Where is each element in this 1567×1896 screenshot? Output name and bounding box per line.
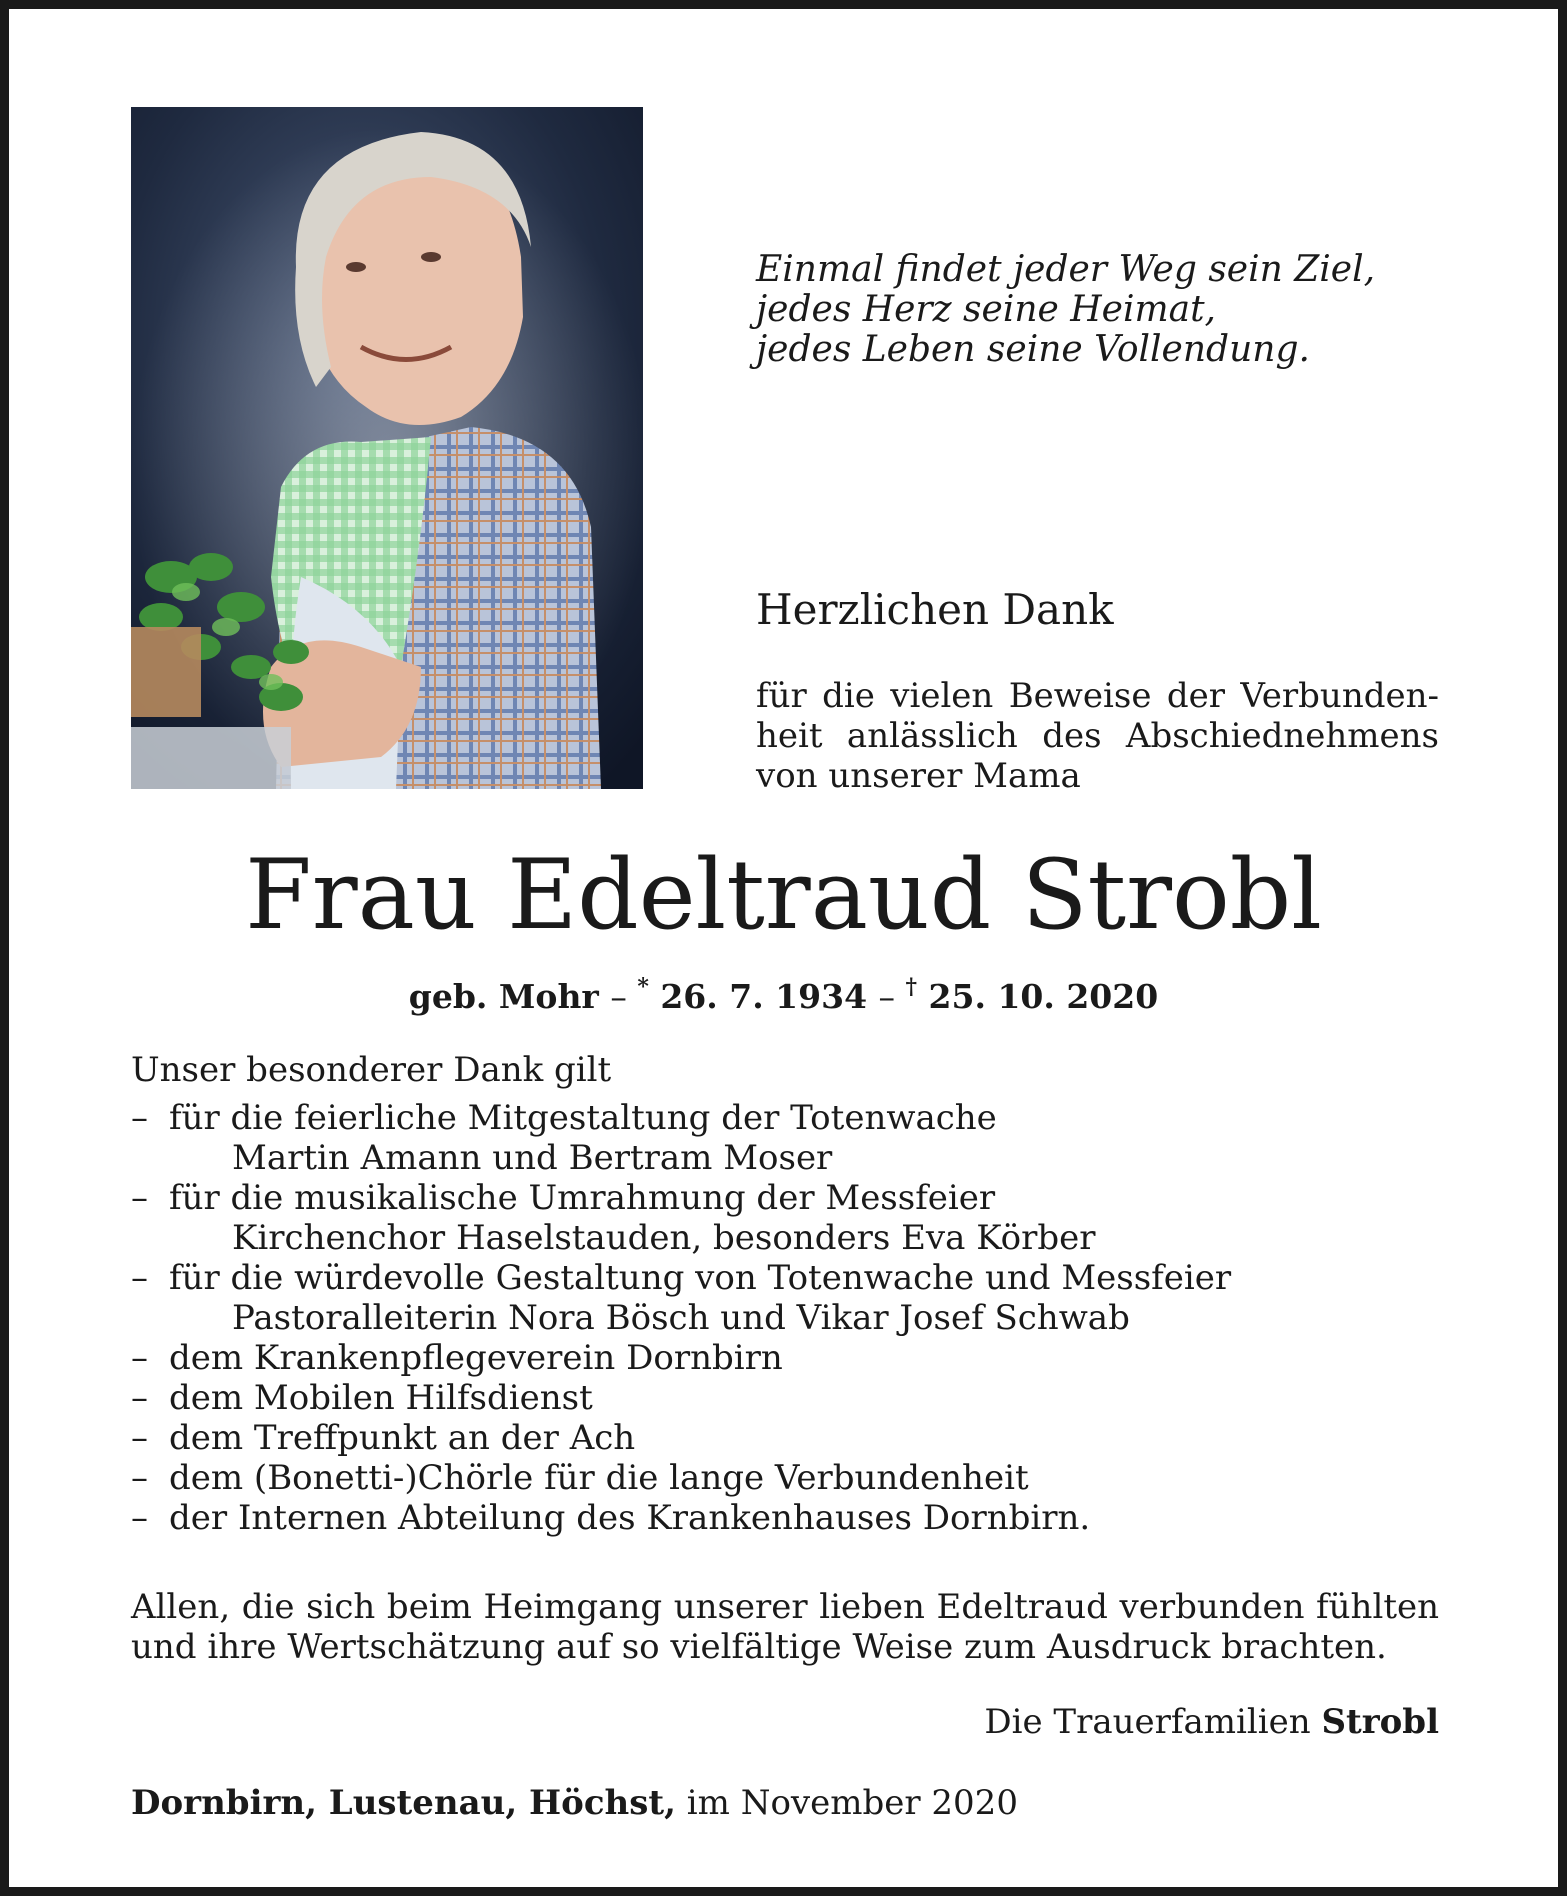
thanks-line: für die vielen Beweise der Verbunden- [756, 676, 1439, 716]
birth-name: geb. Mohr [408, 977, 599, 1016]
thanks-heading: Herzlichen Dank [756, 585, 1114, 634]
list-item [131, 1258, 1231, 1338]
signature-family: Strobl [1321, 1702, 1439, 1742]
list-item [131, 1418, 1231, 1458]
list-item [131, 1098, 1231, 1178]
portrait-photo [131, 107, 643, 789]
special-thanks-list [131, 1050, 1231, 1538]
bullet-dash: – [131, 1418, 148, 1458]
list-item [131, 1498, 1231, 1538]
motto-quote [756, 250, 1456, 370]
list-item-sub: Martin Amann und Bertram Moser [232, 1138, 833, 1178]
closing-line: und ihre Wertschätzung auf so vielfältige Weise zum Ausdruck brachten. [131, 1627, 1387, 1667]
list-item-text: der Internen Abteilung des Krankenhauses Dornbirn. [169, 1498, 1091, 1538]
thanks-line: heit anlässlich des Abschiednehmens [756, 716, 1439, 756]
bullet-dash: – [131, 1338, 148, 1378]
thanks-text [756, 676, 1439, 796]
list-item-sub: Kirchenchor Haselstauden, besonders Eva Körber [232, 1218, 1096, 1258]
list-item-text: für die würdevolle Gestaltung von Totenwache und Messfeier [169, 1258, 1232, 1298]
bullet-dash: – [131, 1098, 148, 1138]
list-item [131, 1458, 1231, 1498]
bullet-dash: – [131, 1378, 148, 1418]
closing-line: Allen, die sich beim Heimgang unserer lieben Edeltraud verbunden fühlten [131, 1587, 1439, 1627]
list-item-text: für die musikalische Umrahmung der Messfeier [169, 1178, 996, 1218]
list-item [131, 1338, 1231, 1378]
quote-line: jedes Herz seine Heimat, [756, 289, 1217, 330]
list-item-text: dem Krankenpflegeverein Dornbirn [169, 1338, 783, 1378]
signature [984, 1702, 1439, 1742]
portrait-illustration [131, 107, 643, 789]
death-date: 25. 10. 2020 [928, 977, 1159, 1016]
list-item-text: dem Treffpunkt an der Ach [169, 1418, 636, 1458]
list-item-text: dem Mobilen Hilfsdienst [169, 1378, 593, 1418]
closing-paragraph [131, 1587, 1439, 1667]
signature-prefix: Die Trauerfamilien [984, 1702, 1311, 1742]
date: im November 2020 [686, 1783, 1018, 1823]
thanks-line: von unserer Mama [756, 756, 1081, 796]
deceased-name: Frau Edeltraud Strobl [245, 839, 1322, 951]
places: Dornbirn, Lustenau, Höchst, [131, 1783, 676, 1823]
bullet-dash: – [131, 1258, 148, 1298]
death-symbol: † [905, 974, 918, 1000]
quote-line: Einmal findet jeder Weg sein Ziel, [756, 249, 1376, 290]
life-dates: geb. Mohr – * 26. 7. 1934 – † 25. 10. 2020 [408, 974, 1159, 1016]
bullet-dash: – [131, 1178, 148, 1218]
list-item [131, 1178, 1231, 1258]
special-thanks-intro: Unser besonderer Dank gilt [131, 1050, 612, 1090]
birth-symbol: * [637, 974, 649, 1000]
list-item-text: dem (Bonetti-)Chörle für die lange Verbundenheit [169, 1458, 1029, 1498]
list-item [131, 1378, 1231, 1418]
quote-line: jedes Leben seine Vollendung. [756, 329, 1310, 370]
list-item-sub: Pastoralleiterin Nora Bösch und Vikar Josef Schwab [232, 1298, 1130, 1338]
bullet-dash: – [131, 1458, 148, 1498]
list-item-text: für die feierliche Mitgestaltung der Totenwache [169, 1098, 997, 1138]
birth-date: 26. 7. 1934 [660, 977, 868, 1016]
bullet-dash: – [131, 1498, 148, 1538]
place-date [131, 1783, 1018, 1823]
